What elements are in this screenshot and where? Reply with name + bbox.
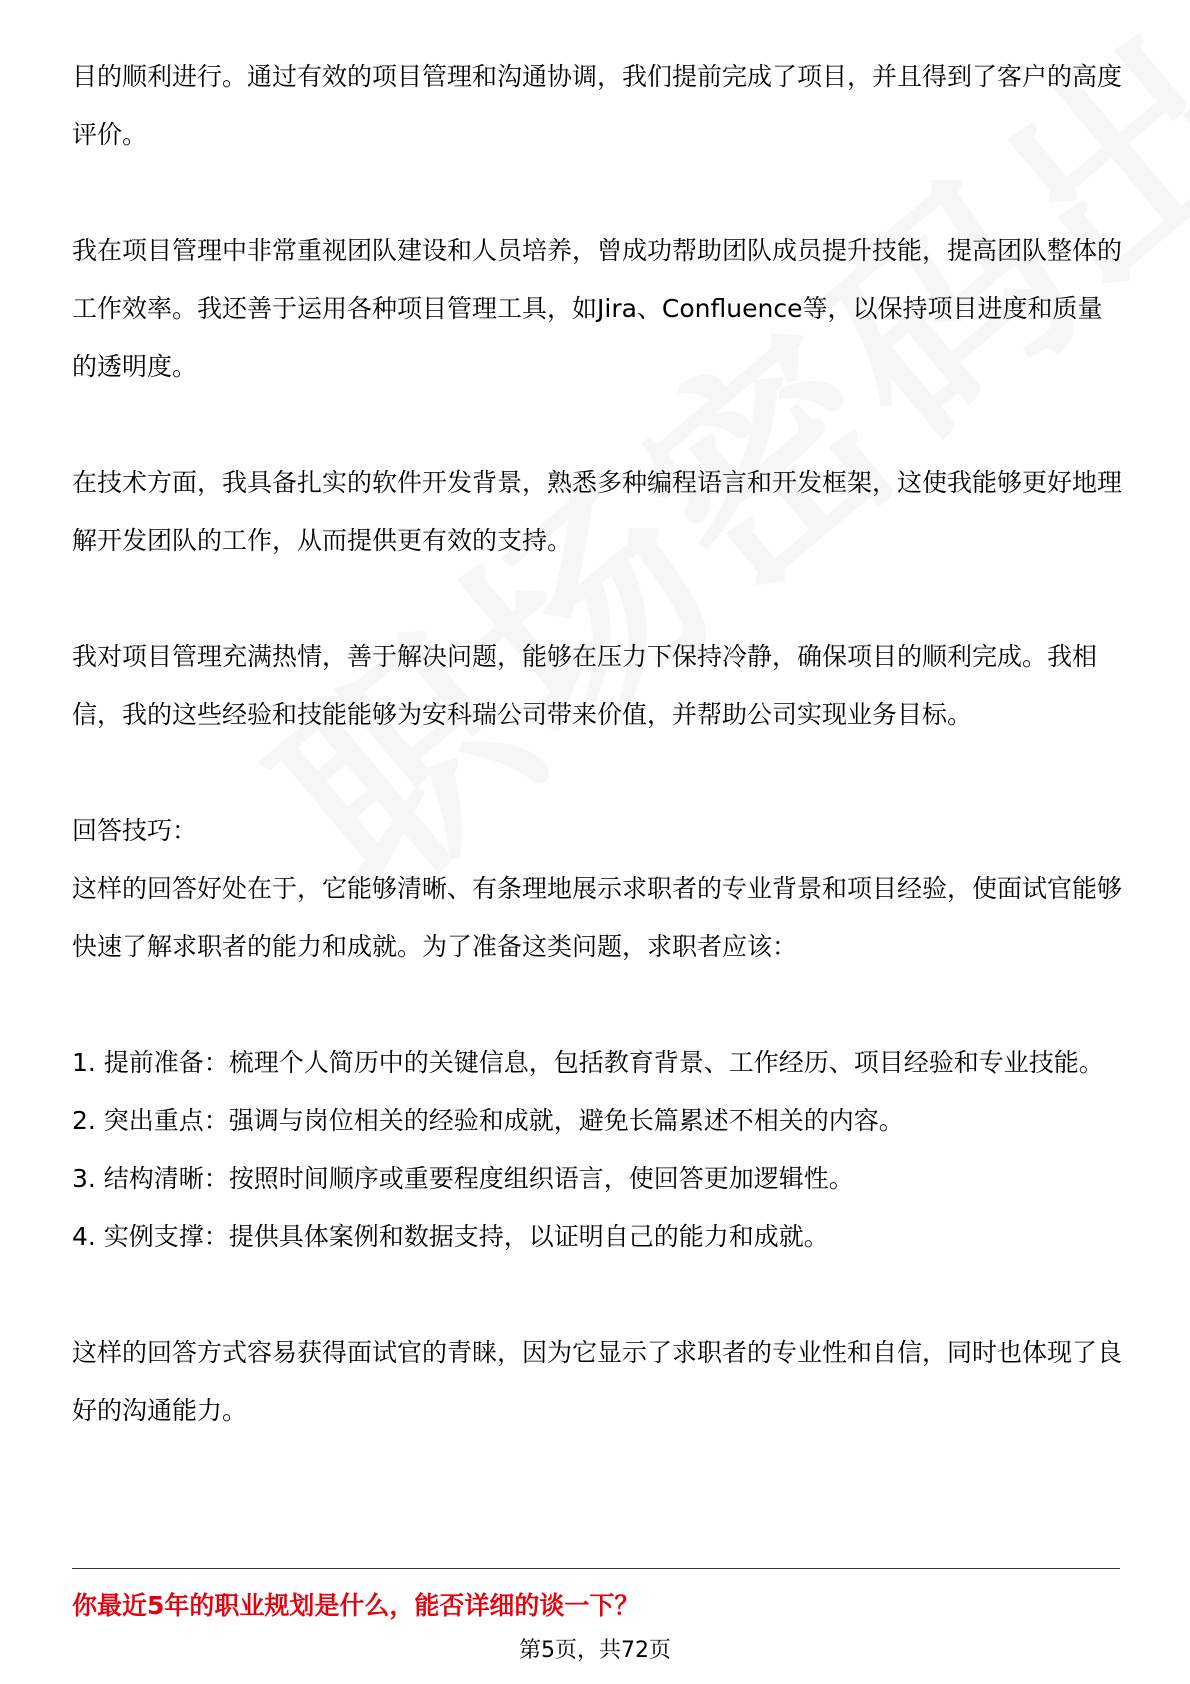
paragraph-team-building: 我在项目管理中非常重视团队建设和人员培养，曾成功帮助团队成员提升技能，提高团队整体的工作效率。我还善于运用各种项目管理工具，如Jira、Confluence等，以保持项目进度和质量的透明度。: [72, 236, 1123, 381]
next-question-heading: 你最近5年的职业规划是什么，能否详细的谈一下？: [72, 1591, 640, 1620]
page-number: 第5页，共72页: [519, 1638, 671, 1663]
paragraph-spacer: [72, 164, 1122, 222]
tips-list-item: 1. 提前准备：梳理个人简历中的关键信息，包括教育背景、工作经历、项目经验和专业技能。: [72, 1048, 1104, 1077]
tips-list: [72, 1034, 1122, 1266]
tips-heading: 回答技巧：: [72, 816, 198, 845]
paragraph-technical-background: 在技术方面，我具备扎实的软件开发背景，熟悉多种编程语言和开发框架，这使我能够更好地理解开发团队的工作，从而提供更有效的支持。: [72, 468, 1123, 555]
paragraph-spacer: [72, 396, 1122, 454]
paragraph-project-outcome: 目的顺利进行。通过有效的项目管理和沟通协调，我们提前完成了项目，并且得到了客户的高度评价。: [72, 62, 1123, 149]
paragraph-spacer: [72, 976, 1122, 1034]
paragraph-spacer: [72, 1266, 1122, 1324]
section-divider: [72, 1568, 1120, 1569]
paragraph-passion: 我对项目管理充满热情，善于解决问题，能够在压力下保持冷静，确保项目的顺利完成。我相信，我的这些经验和技能能够为安科瑞公司带来价值，并帮助公司实现业务目标。: [72, 642, 1098, 729]
tips-conclusion: 这样的回答方式容易获得面试官的青睐，因为它显示了求职者的专业性和自信，同时也体现了良好的沟通能力。: [72, 1338, 1123, 1425]
tips-list-item: 2. 突出重点：强调与岗位相关的经验和成就，避免长篇累述不相关的内容。: [72, 1106, 904, 1135]
paragraph-spacer: [72, 744, 1122, 802]
tips-list-item: 4. 实例支撑：提供具体案例和数据支持，以证明自己的能力和成就。: [72, 1222, 829, 1251]
tips-list-item: 3. 结构清晰：按照时间顺序或重要程度组织语言，使回答更加逻辑性。: [72, 1164, 854, 1193]
tips-intro: 这样的回答好处在于，它能够清晰、有条理地展示求职者的专业背景和项目经验，使面试官能够快速了解求职者的能力和成就。为了准备这类问题，求职者应该：: [72, 874, 1123, 961]
paragraph-spacer: [72, 570, 1122, 628]
document-body: [72, 48, 1122, 1440]
